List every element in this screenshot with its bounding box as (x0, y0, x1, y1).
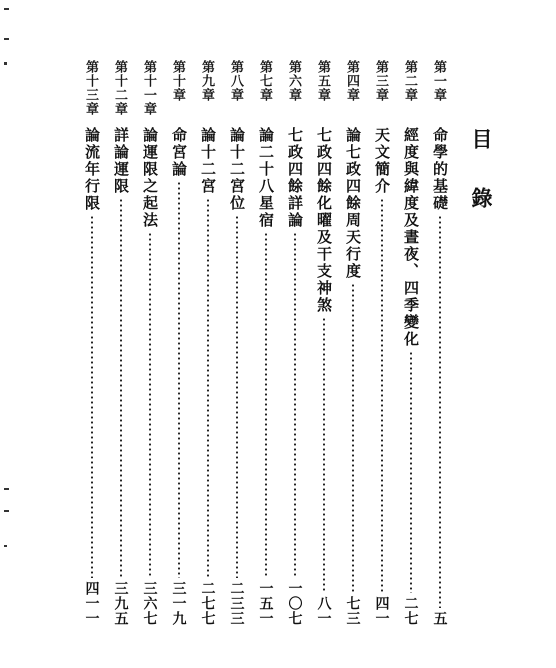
toc-entry[interactable] (282, 60, 311, 626)
chapter-title: 論運限之起法 (141, 127, 159, 229)
title-line (257, 127, 274, 626)
page-number: 三六七 (141, 581, 158, 626)
chapter-title: 論十二宮位 (228, 127, 246, 212)
margin-mark (4, 510, 9, 512)
dot-leader (149, 232, 151, 578)
margin-mark (4, 62, 7, 65)
page-number: 七三 (344, 596, 361, 626)
chapter-number: 第十一章 (141, 60, 156, 116)
chapter-number: 第十三章 (83, 60, 98, 116)
margin-mark (4, 8, 9, 10)
chapter-title: 命宮論 (170, 127, 188, 178)
chapter-number: 第八章 (228, 60, 243, 102)
chapter-number: 第六章 (286, 60, 301, 102)
margin-mark (4, 545, 7, 547)
chapter-number: 第七章 (257, 60, 272, 102)
title-line (315, 127, 332, 626)
chapter-title: 七政四餘化曜及干支神煞 (315, 127, 333, 314)
toc-entry[interactable] (108, 60, 137, 626)
title-line (344, 127, 361, 626)
chapter-number: 第九章 (199, 60, 214, 102)
title-line (170, 127, 187, 626)
title-line (112, 127, 129, 626)
toc-entry[interactable] (398, 60, 427, 626)
chapter-number: 第四章 (344, 60, 359, 102)
toc-entry[interactable] (137, 60, 166, 626)
title-line (83, 127, 100, 626)
dot-leader (120, 198, 122, 578)
dot-leader (178, 181, 180, 578)
margin-mark (4, 38, 9, 40)
page-heading: 目錄 (469, 128, 493, 246)
chapter-title: 詳論運限 (112, 127, 130, 195)
margin-mark (4, 488, 9, 490)
page-number: 二三三 (228, 581, 245, 626)
dot-leader (236, 215, 238, 578)
toc-entry[interactable] (340, 60, 369, 626)
title-line (141, 127, 158, 626)
page-number: 二七 (402, 596, 419, 626)
title-line (199, 127, 216, 626)
page-number: 三九五 (112, 581, 129, 626)
page-number: 八一 (315, 596, 332, 626)
page-number: 二七七 (199, 581, 216, 626)
dot-leader (439, 215, 441, 608)
toc-entry[interactable] (224, 60, 253, 626)
chapter-title: 經度與緯度及晝夜、四季變化 (402, 127, 420, 348)
toc-entry[interactable] (369, 60, 398, 626)
page-number: 一五一 (257, 581, 274, 626)
dot-leader (294, 232, 296, 578)
toc-entry[interactable] (166, 60, 195, 626)
toc-entry[interactable] (311, 60, 340, 626)
page-number: 三一九 (170, 581, 187, 626)
chapter-title: 論二十八星宿 (257, 127, 275, 229)
dot-leader (207, 198, 209, 578)
chapter-number: 第三章 (373, 60, 388, 102)
dot-leader (91, 215, 93, 578)
dot-leader (265, 232, 267, 578)
page-number: 四一 (373, 596, 390, 626)
toc-entry[interactable] (195, 60, 224, 626)
dot-leader (323, 317, 325, 593)
dot-leader (381, 198, 383, 593)
chapter-title: 論十二宮 (199, 127, 217, 195)
dot-leader (352, 283, 354, 593)
title-line (228, 127, 245, 626)
title-line (431, 127, 448, 626)
chapter-title: 命學的基礎 (431, 127, 449, 212)
chapter-title: 天文簡介 (373, 127, 391, 195)
toc-entry[interactable] (79, 60, 108, 626)
page-number: 五 (431, 611, 448, 626)
page-number: 四一一 (83, 581, 100, 626)
chapter-title: 論流年行限 (83, 127, 101, 212)
chapter-number: 第十二章 (112, 60, 127, 116)
chapter-number: 第一章 (431, 60, 446, 102)
toc-entry[interactable] (253, 60, 282, 626)
toc-entry[interactable] (427, 60, 456, 626)
chapter-number: 第十章 (170, 60, 185, 102)
title-line (373, 127, 390, 626)
dot-leader (410, 351, 412, 593)
chapter-number: 第五章 (315, 60, 330, 102)
chapter-title: 論七政四餘周天行度 (344, 127, 362, 280)
title-line (286, 127, 303, 626)
page-number: 一〇七 (286, 581, 303, 626)
chapter-title: 七政四餘詳論 (286, 127, 304, 229)
table-of-contents (79, 60, 456, 626)
title-line (402, 127, 419, 626)
chapter-number: 第二章 (402, 60, 417, 102)
